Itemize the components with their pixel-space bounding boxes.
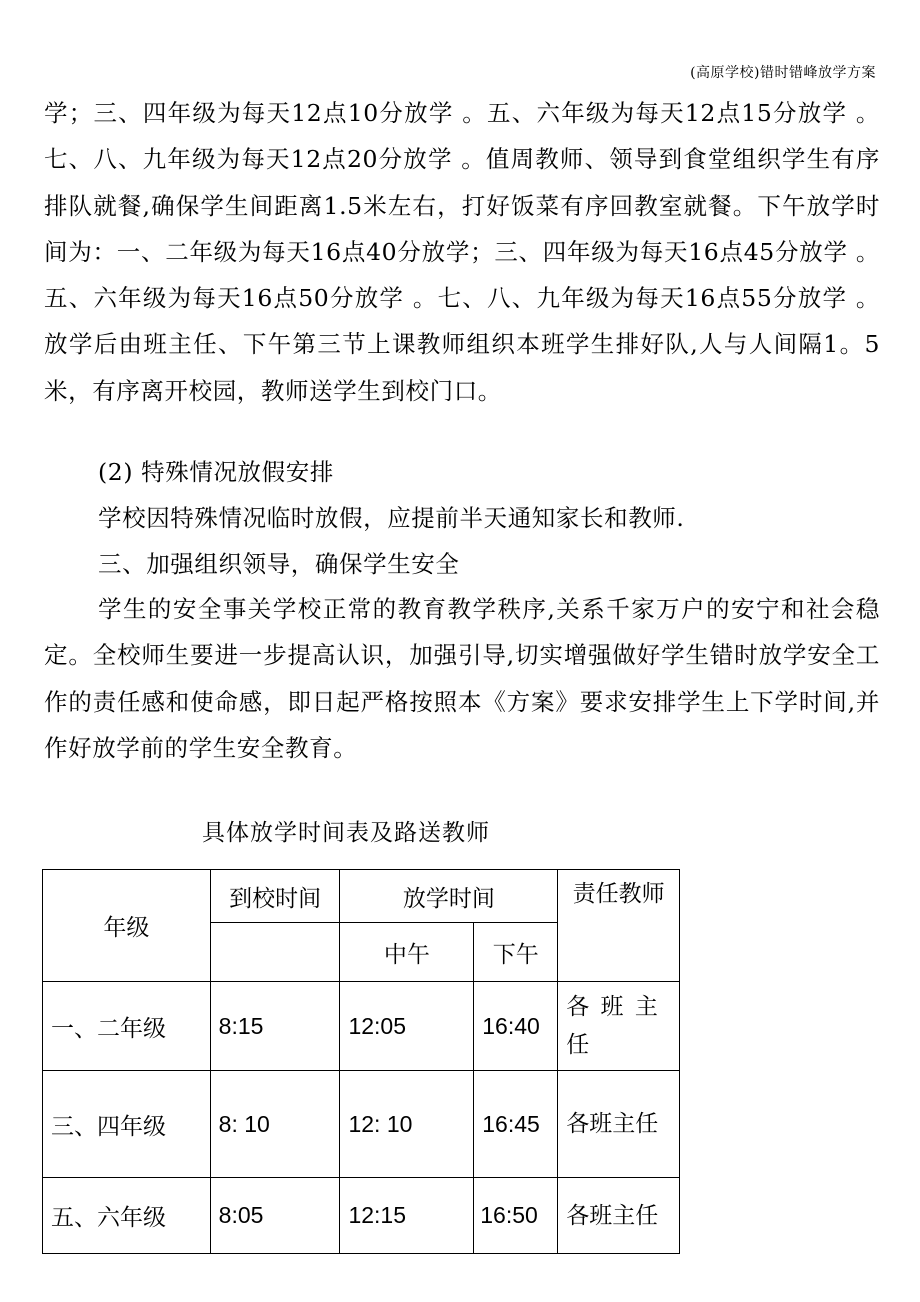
cell-noon: 12: 10	[340, 1071, 474, 1178]
header-dismissal-time: 放学时间	[340, 870, 558, 923]
header-responsible-teacher: 责任教师	[558, 870, 680, 982]
cell-noon: 12:15	[340, 1178, 474, 1254]
header-arrival-empty	[210, 923, 340, 982]
cell-teacher: 各班主任	[558, 1178, 680, 1254]
cell-arrival: 8:15	[210, 982, 340, 1071]
cell-arrival: 8: 10	[210, 1071, 340, 1178]
header-arrival-time: 到校时间	[210, 870, 340, 923]
cell-grade: 一、二年级	[43, 982, 211, 1071]
table-row	[43, 1071, 680, 1178]
cell-grade: 五、六年级	[43, 1178, 211, 1254]
cell-afternoon: 16:50	[474, 1178, 558, 1254]
header-grade: 年级	[43, 870, 211, 982]
cell-noon: 12:05	[340, 982, 474, 1071]
paragraph-special-leave: 学校因特殊情况临时放假，应提前半天通知家长和教师.	[98, 504, 685, 532]
cell-teacher: 各 班 主 任	[558, 982, 680, 1071]
document-header: (高原学校)错时错峰放学方案	[690, 65, 876, 81]
subheading-special-leave: (2) 特殊情况放假安排	[98, 458, 334, 486]
cell-arrival: 8:05	[210, 1178, 340, 1254]
cell-teacher: 各班主任	[558, 1071, 680, 1178]
paragraph-dismissal-schedule: 学；三、四年级为每天12点10分放学 。五、六年级为每天12点15分放学 。七、八、九年级为每天12点20分放学 。值周教师、领导到食堂组织学生有序排队就餐,确保学生间距离1.5米左右，打好饭菜有序回教室就餐。下午放学时间为：一、二年级为每天16点40分放学；三、四年级为每天16点45分放学 。五、六年级为每天16点50分放学 。七、八、九年级为每天16点55分放学 。放学后由班主任、下午第三节上课教师组织本班学生排好队,人与人间隔1。5米，有序离开校园，教师送学生到校门口。	[44, 99, 880, 405]
table-row	[43, 982, 680, 1071]
cell-afternoon: 16:40	[474, 982, 558, 1071]
table-caption: 具体放学时间表及路送教师	[202, 820, 490, 846]
paragraph-safety: 学生的安全事关学校正常的教育教学秩序,关系千家万户的安宁和社会稳定。全校师生要进一步提高认识，加强引导,切实增强做好学生错时放学安全工作的责任感和使命感，即日起严格按照本《方案》要求安排学生上下学时间,并作好放学前的学生安全教育。	[44, 595, 880, 762]
header-noon: 中午	[340, 923, 474, 982]
table-header-row	[43, 870, 680, 923]
dismissal-schedule-table	[42, 869, 680, 1254]
cell-grade: 三、四年级	[43, 1071, 211, 1178]
header-afternoon: 下午	[474, 923, 558, 982]
table-row	[43, 1178, 680, 1254]
section-heading-safety: 三、加强组织领导，确保学生安全	[98, 550, 460, 578]
cell-afternoon: 16:45	[474, 1071, 558, 1178]
